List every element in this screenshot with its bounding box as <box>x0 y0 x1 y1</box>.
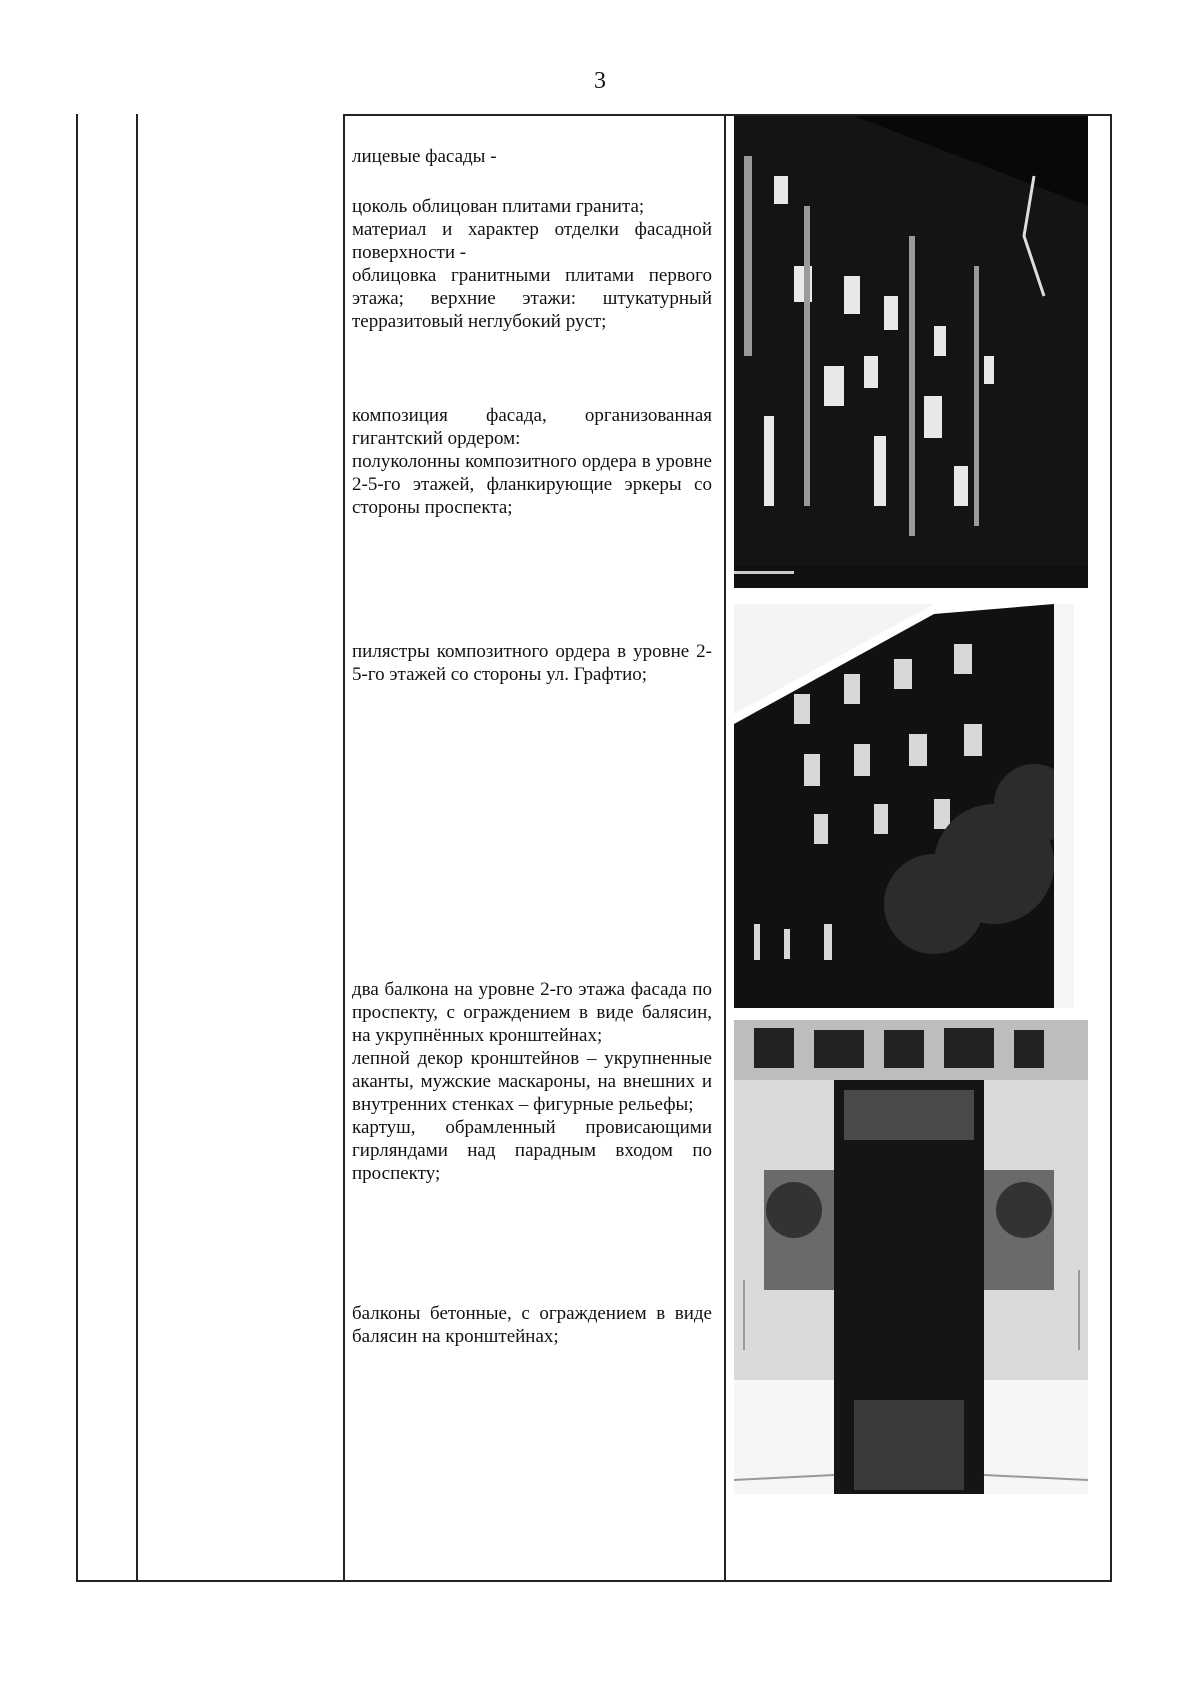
composition-text: композиция фасада, организованная гигантский ордером: <box>352 405 712 449</box>
pilasters-text: пилястры композитного ордера в уровне 2-5-го этажей со стороны ул. Графтио; <box>352 641 712 685</box>
plinth-text: цоколь облицован плитами гранита; <box>352 196 645 217</box>
text-block-finish <box>352 195 712 333</box>
table-divider-1 <box>136 114 138 1582</box>
text-block-facades <box>352 145 712 168</box>
text-block-balconies <box>352 978 712 1185</box>
facade-side-street-photo <box>734 604 1074 1008</box>
table-divider-3 <box>724 114 726 1582</box>
bracket-decor-text: лепной декор кронштейнов – укрупненные аканты, мужские маскароны, на внешних и внутренних стенках – фигурные рельефы; <box>352 1048 712 1115</box>
table-border-left <box>76 114 78 1582</box>
table-border-right <box>1110 114 1112 1582</box>
page-number: 3 <box>594 68 606 94</box>
balconies-text: два балкона на уровне 2-го этажа фасада по проспекту, с ограждением в виде балясин, на укрупнённых кронштейнах; <box>352 979 712 1046</box>
text-block-pilasters <box>352 640 712 686</box>
table-bottom-border <box>76 1580 1112 1582</box>
text-block-concrete-balconies <box>352 1302 712 1348</box>
facade-corner-photo <box>734 116 1088 588</box>
cladding-text: облицовка гранитными плитами первого этажа; верхние этажи: штукатурный терразитовый неглубокий руст; <box>352 265 712 332</box>
facades-heading: лицевые фасады - <box>352 146 497 167</box>
finish-material-text: материал и характер отделки фасадной поверхности - <box>352 219 712 263</box>
cartouche-text: картуш, обрамленный провисающими гирляндами над парадным входом по проспекту; <box>352 1117 712 1184</box>
concrete-balconies-text: балконы бетонные, с ограждением в виде балясин на кронштейнах; <box>352 1303 712 1347</box>
main-entrance-photo <box>734 1020 1088 1494</box>
half-columns-text: полуколонны композитного ордера в уровне 2-5-го этажей, фланкирующие эркеры со стороны проспекта; <box>352 451 712 518</box>
text-block-composition <box>352 404 712 519</box>
table-divider-2 <box>343 114 345 1582</box>
